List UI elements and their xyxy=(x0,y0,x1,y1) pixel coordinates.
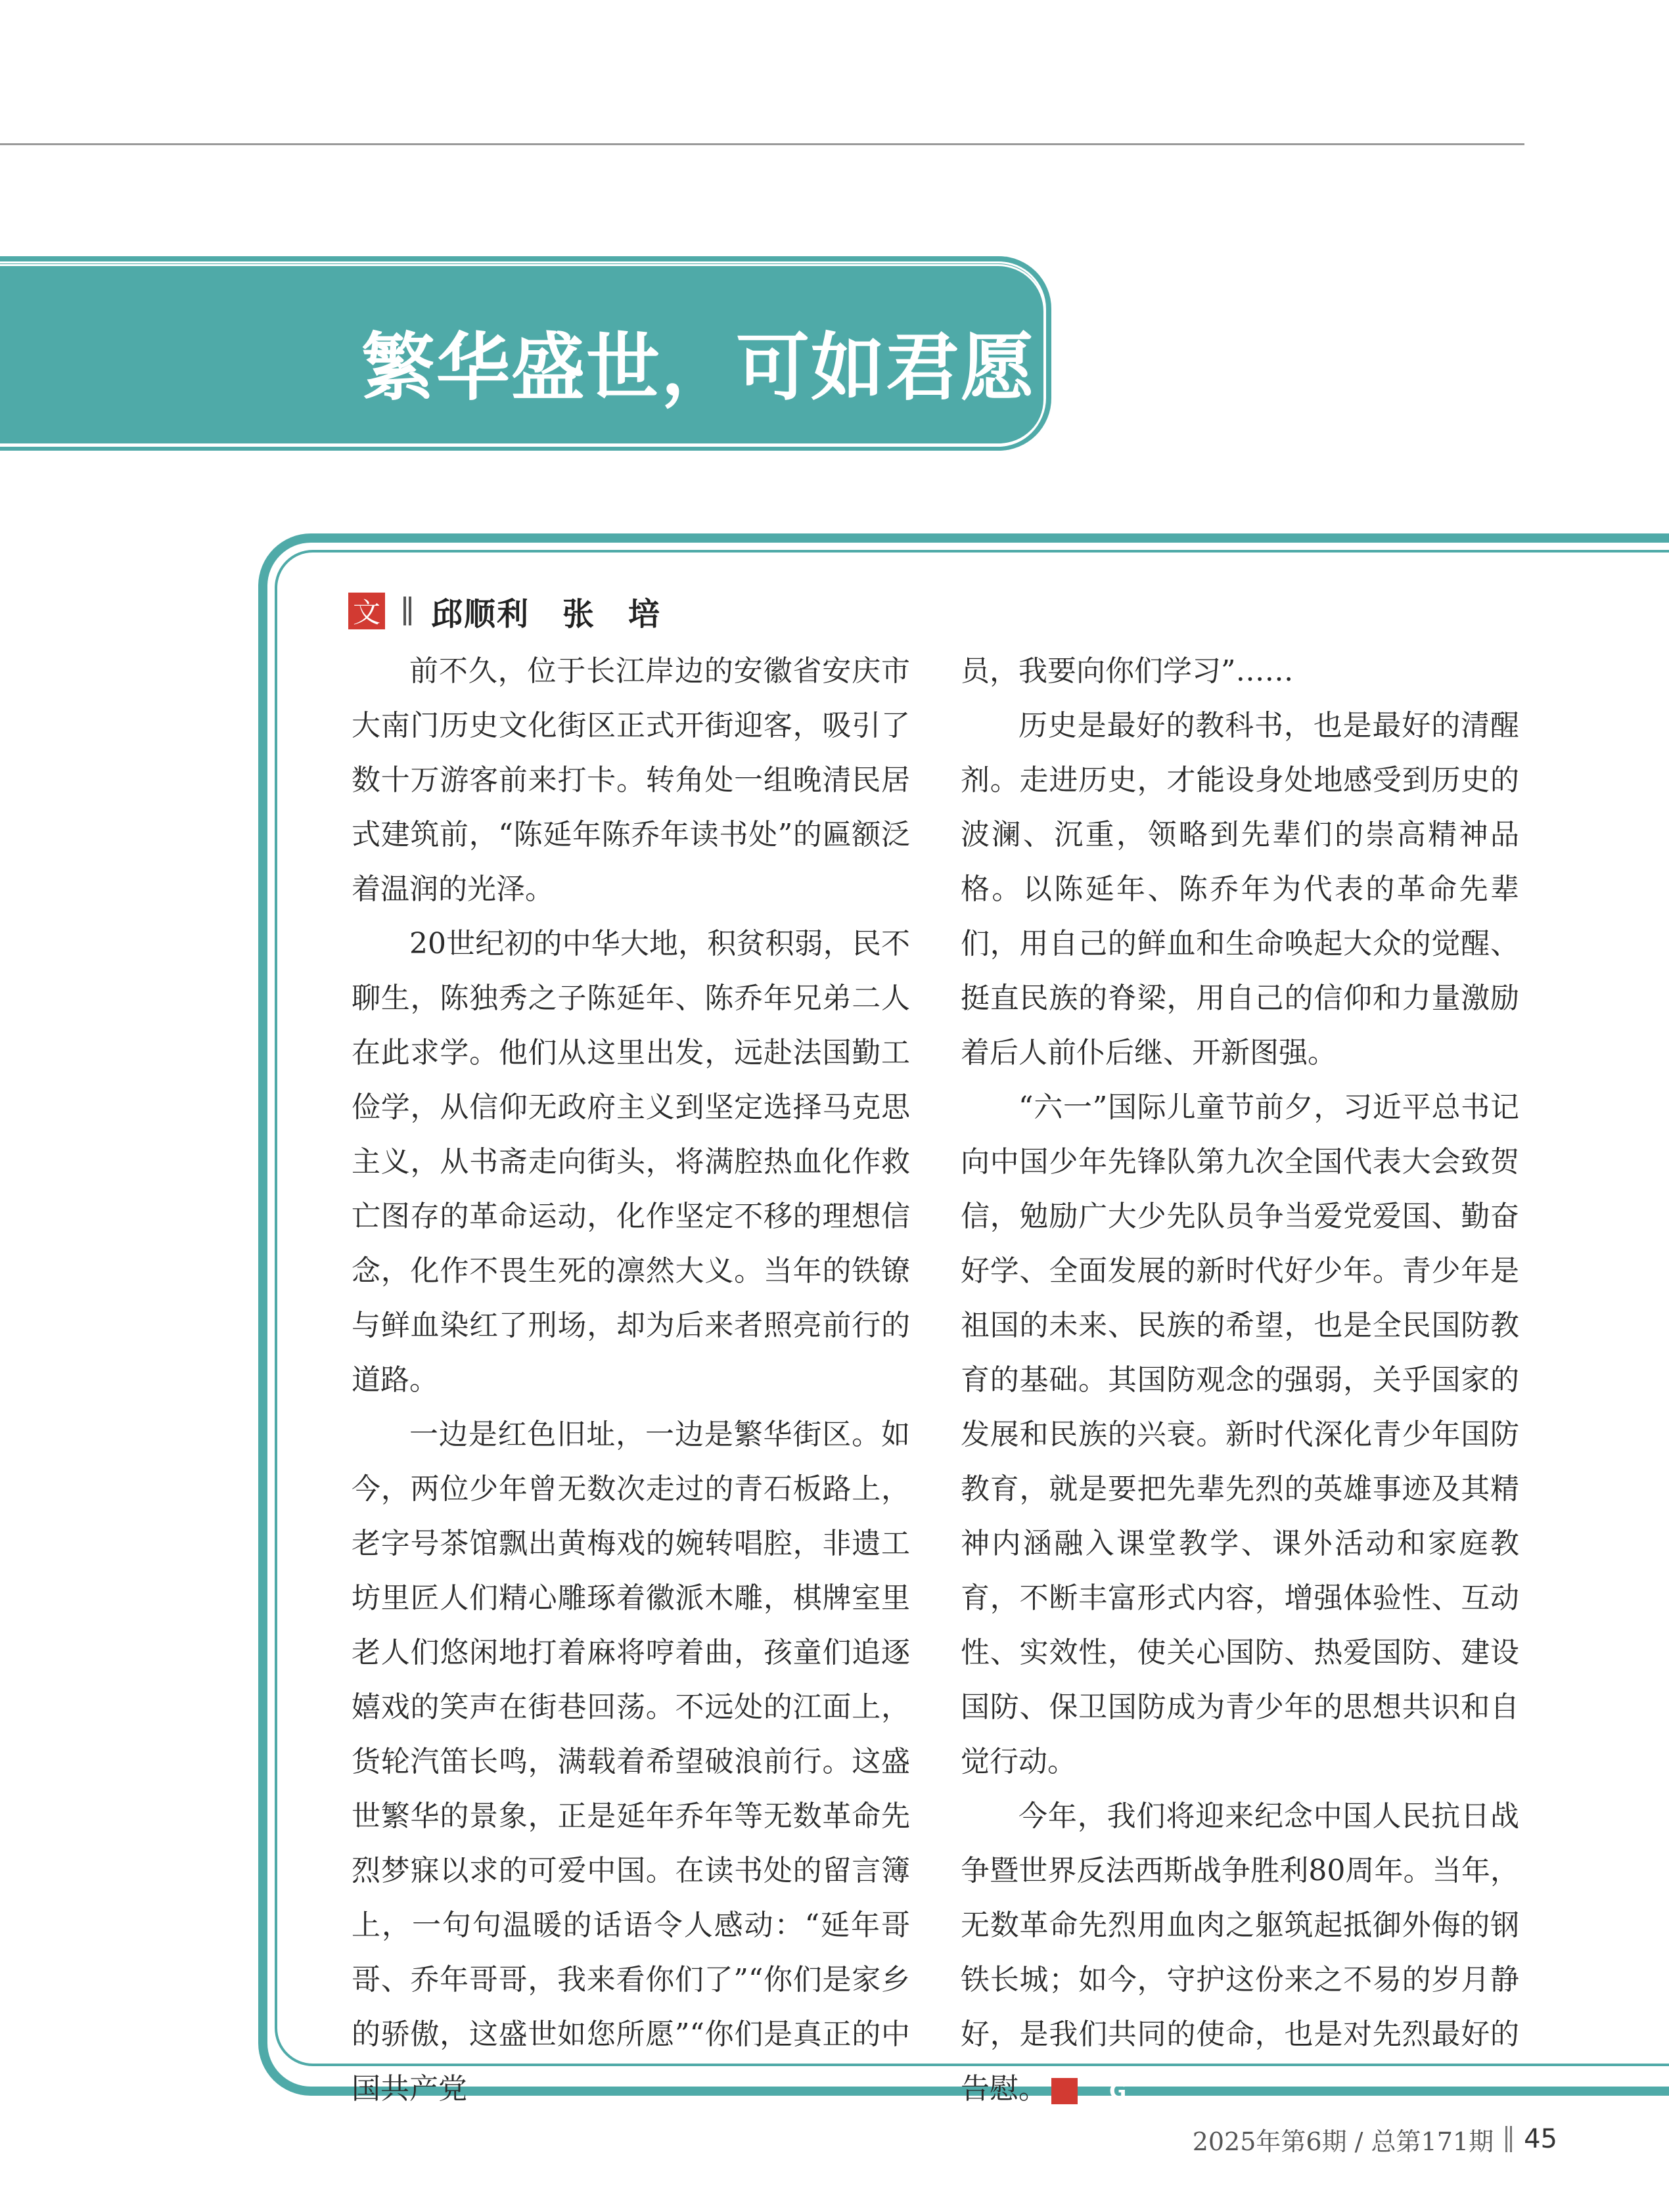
paragraph-text: 今年，我们将迎来纪念中国人民抗日战争暨世界反法西斯战争胜利80周年。当年，无数革命先烈用血肉之躯筑起抵御外侮的钢铁长城；如今，守护这份来之不易的岁月静好，是我们共同的使命，也是对先烈最好的告慰。 xyxy=(961,1799,1519,2106)
issue-info: 2025年第6期 / 总第171期 xyxy=(1192,2127,1494,2156)
byline-separator xyxy=(403,597,411,625)
paragraph-continued: 员，我要向你们学习”…… xyxy=(961,654,1294,688)
paragraph: 一边是红色旧址，一边是繁华街区。如今，两位少年曾无数次走过的青石板路上，老字号茶馆飘出黄梅戏的婉转唱腔，非遗工坊里匠人们精心雕琢着徽派木雕，棋牌室里老人们悠闲地打着麻将哼着曲，孩童们追逐嬉戏的笑声在街巷回荡。不远处的江面上，货轮汽笛长鸣，满载着希望破浪前行。这盛世繁华的景象，正是延年乔年等无数革命先烈梦寐以求的可爱中国。在读书处的留言簿上，一句句温暖的话语令人感动：“延年哥哥、乔年哥哥，我来看你们了”“你们是家乡的骄傲，这盛世如您所愿”“你们是真正的中国共产党 xyxy=(352,1418,910,2106)
paragraph: 历史是最好的教科书，也是最好的清醒剂。走进历史，才能设身处地感受到历史的波澜、沉重，领略到先辈们的崇高精神品格。以陈延年、陈乔年为代表的革命先辈们，用自己的鲜血和生命唤起大众的觉醒、挺直民族的脊梁，用自己的信仰和力量激励着后人前仆后继、开新图强。 xyxy=(961,709,1519,1070)
paragraph: “六一”国际儿童节前夕，习近平总书记向中国少年先锋队第九次全国代表大会致贺信，勉励广大少先队员争当爱党爱国、勤奋好学、全面发展的新时代好少年。青少年是祖国的未来、民族的希望，也是全民国防教育的基础。其国防观念的强弱，关乎国家的发展和民族的兴衰。新时代深化青少年国防教育，就是要把先辈先烈的英雄事迹及其精神内涵融入课堂教学、课外活动和家庭教育，不断丰富形式内容，增强体验性、互动性、实效性，使关心国防、热爱国防、建设国防、保卫国防成为青少年的思想共识和自觉行动。 xyxy=(961,1091,1519,1778)
page-footer xyxy=(1193,2119,1557,2159)
byline xyxy=(348,591,661,631)
paragraph: 前不久，位于长江岸边的安徽省安庆市大南门历史文化街区正式开街迎客，吸引了数十万游客前来打卡。转角处一组晚清民居式建筑前，“陈延年陈乔年读书处”的匾额泛着温润的光泽。 xyxy=(352,654,910,906)
article-title: 繁华盛世，可如君愿 xyxy=(361,325,1036,411)
page-number: 45 xyxy=(1524,2124,1557,2154)
footer-separator xyxy=(1505,2126,1512,2152)
byline-authors: 邱顺利 张 培 xyxy=(431,595,662,633)
header-rule xyxy=(0,143,1524,145)
column-right xyxy=(961,644,1519,2116)
byline-mark: 文 xyxy=(348,593,385,629)
paragraph: 20世纪初的中华大地，积贫积弱，民不聊生，陈独秀之子陈延年、陈乔年兄弟二人在此求学。他们从这里出发，远赴法国勤工俭学，从信仰无政府主义到坚定选择马克思主义，从书斋走向街头，将满腔热血化作救亡图存的革命运动，化作坚定不移的理想信念，化作不畏生死的凛然大义。当年的铁镣与鲜血染红了刑场，却为后来者照亮前行的道路。 xyxy=(352,927,910,1397)
paragraph-last xyxy=(961,1789,1519,2116)
end-mark-icon: G xyxy=(1051,2078,1078,2104)
column-left xyxy=(352,644,910,2116)
